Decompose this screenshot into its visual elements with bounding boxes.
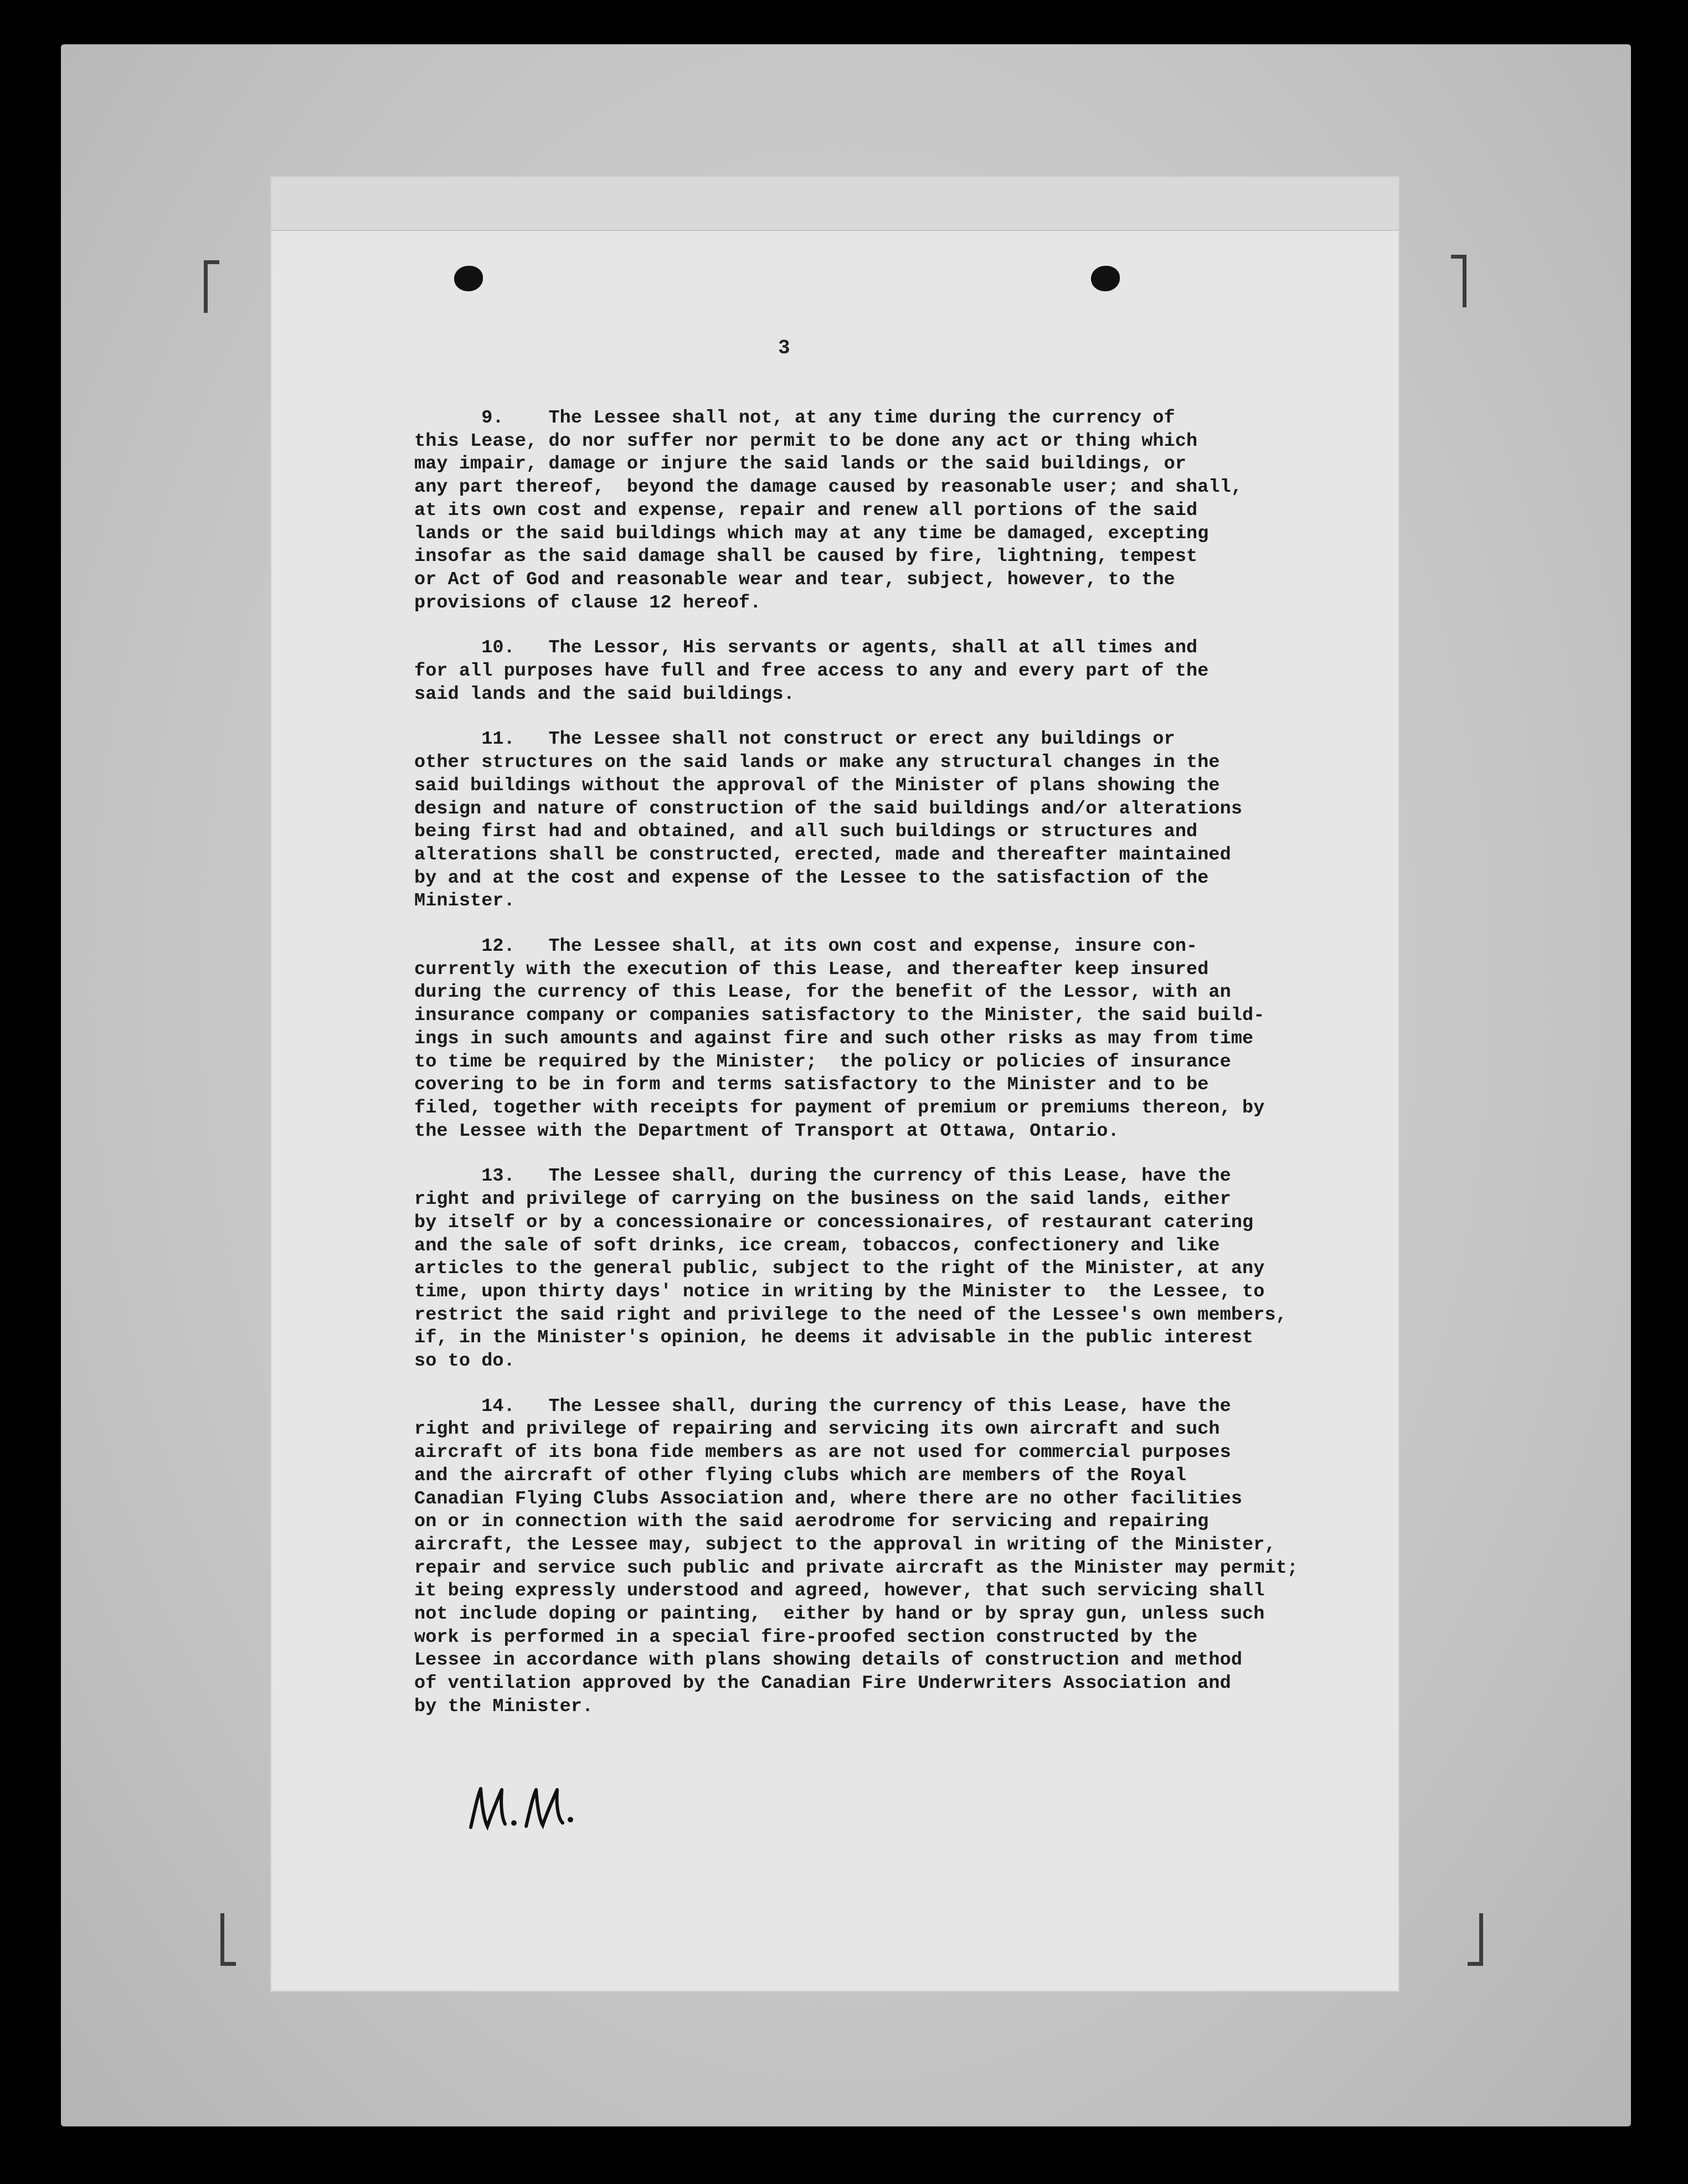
clause-line: alterations shall be constructed, erected, made and thereafter maintained	[414, 844, 1231, 866]
clause-line: aircraft, the Lessee may, subject to the approval in writing of the Minister,	[414, 1534, 1276, 1555]
clause-line: said buildings without the approval of the Minister of plans showing the	[414, 775, 1220, 796]
clause-line: by itself or by a concessionaire or concessionaires, of restaurant catering	[414, 1212, 1254, 1233]
clause-line: lands or the said buildings which may at any time be damaged, excepting	[414, 523, 1209, 544]
clause-line: Minister.	[414, 890, 515, 912]
clause-line: insofar as the said damage shall be caused by fire, lightning, tempest	[414, 546, 1198, 568]
clause-line: by the Minister.	[414, 1696, 594, 1717]
clause-line: other structures on the said lands or make any structural changes in the	[414, 752, 1220, 774]
clause-paragraph	[414, 1395, 1331, 1719]
clause-line: not include doping or painting, either by hand or by spray gun, unless such	[414, 1604, 1265, 1625]
clause-line: being first had and obtained, and all such buildings or structures and	[414, 821, 1198, 843]
clause-line: covering to be in form and terms satisfactory to the Minister and to be	[414, 1074, 1209, 1096]
clause-line: and the sale of soft drinks, ice cream, tobaccos, confectionery and like	[414, 1235, 1220, 1256]
clause-line: this Lease, do nor suffer nor permit to be done any act or thing which	[414, 430, 1198, 452]
clause-line: time, upon thirty days' notice in writing by the Minister to the Lessee, to	[414, 1281, 1265, 1302]
clause-line: the Lessee with the Department of Transport at Ottawa, Ontario.	[414, 1120, 1119, 1142]
clause-line: repair and service such public and private aircraft as the Minister may permit;	[414, 1557, 1299, 1579]
clause-paragraph	[414, 728, 1331, 913]
clause-line: 14. The Lessee shall, during the currency of this Lease, have the	[414, 1395, 1231, 1417]
clause-line: articles to the general public, subject to the right of the Minister, at any	[414, 1258, 1265, 1280]
crop-mark-bottom-right	[1468, 1913, 1483, 1966]
clause-line: restrict the said right and privilege to the need of the Lessee's own members,	[414, 1304, 1287, 1326]
clause-line: at its own cost and expense, repair and renew all portions of the said	[414, 499, 1198, 521]
clause-line: by and at the cost and expense of the Lessee to the satisfaction of the	[414, 867, 1209, 889]
page-fold-band	[271, 177, 1398, 231]
clause-paragraph	[414, 935, 1331, 1143]
clause-line: Lessee in accordance with plans showing details of construction and method	[414, 1650, 1243, 1671]
clause-line: design and nature of construction of the said buildings and/or alterations	[414, 798, 1243, 820]
clause-line: 10. The Lessor, His servants or agents, shall at all times and	[414, 637, 1198, 659]
clause-line: aircraft of its bona fide members as are not used for commercial purposes	[414, 1442, 1231, 1464]
crop-mark-top-right	[1451, 255, 1466, 307]
clause-line: right and privilege of repairing and servicing its own aircraft and such	[414, 1419, 1220, 1440]
clause-line: during the currency of this Lease, for the benefit of the Lessor, with an	[414, 982, 1231, 1003]
clause-line: ings in such amounts and against fire and such other risks as may from time	[414, 1028, 1254, 1049]
clause-line: any part thereof, beyond the damage caused by reasonable user; and shall,	[414, 477, 1243, 498]
clause-line: 11. The Lessee shall not construct or erect any buildings or	[414, 729, 1175, 750]
crop-mark-top-left	[204, 260, 219, 313]
clause-line: so to do.	[414, 1351, 515, 1372]
clause-line: 9. The Lessee shall not, at any time during the currency of	[414, 408, 1175, 429]
clause-line: provisions of clause 12 hereof.	[414, 592, 761, 614]
clause-line: of ventilation approved by the Canadian Fire Underwriters Association and	[414, 1673, 1231, 1694]
clause-line: said lands and the said buildings.	[414, 683, 795, 705]
clause-line: to time be required by the Minister; the policy or policies of insurance	[414, 1051, 1231, 1073]
clause-line: 13. The Lessee shall, during the currency of this Lease, have the	[414, 1166, 1231, 1187]
lease-clauses	[414, 407, 1331, 1741]
crop-mark-bottom-left	[220, 1913, 236, 1966]
clause-line: currently with the execution of this Lease, and thereafter keep insured	[414, 959, 1209, 980]
punch-hole-left	[454, 266, 483, 291]
clause-paragraph	[414, 1165, 1331, 1373]
clause-line: 12. The Lessee shall, at its own cost and expense, insure con-	[414, 936, 1198, 957]
page-number: 3	[778, 337, 790, 359]
clause-line: may impair, damage or injure the said lands or the said buildings, or	[414, 454, 1187, 475]
clause-line: right and privilege of carrying on the business on the said lands, either	[414, 1189, 1231, 1211]
clause-paragraph	[414, 637, 1331, 706]
clause-line: if, in the Minister's opinion, he deems it advisable in the public interest	[414, 1327, 1254, 1349]
clause-line: work is performed in a special fire-proofed section constructed by the	[414, 1626, 1198, 1648]
clause-line: Canadian Flying Clubs Association and, where there are no other facilities	[414, 1488, 1243, 1510]
clause-line: insurance company or companies satisfactory to the Minister, the said build-	[414, 1005, 1265, 1027]
clause-line: or Act of God and reasonable wear and tear, subject, however, to the	[414, 569, 1175, 590]
clause-line: it being expressly understood and agreed, however, that such servicing shall	[414, 1580, 1265, 1602]
clause-paragraph	[414, 407, 1331, 615]
clause-line: on or in connection with the said aerodrome for servicing and repairing	[414, 1511, 1209, 1533]
punch-hole-right	[1091, 266, 1120, 291]
clause-line: for all purposes have full and free access to any and every part of the	[414, 661, 1209, 682]
handwritten-initials-signature	[465, 1778, 598, 1838]
clause-line: filed, together with receipts for payment of premium or premiums thereon, by	[414, 1097, 1265, 1119]
clause-line: and the aircraft of other flying clubs which are members of the Royal	[414, 1465, 1187, 1486]
